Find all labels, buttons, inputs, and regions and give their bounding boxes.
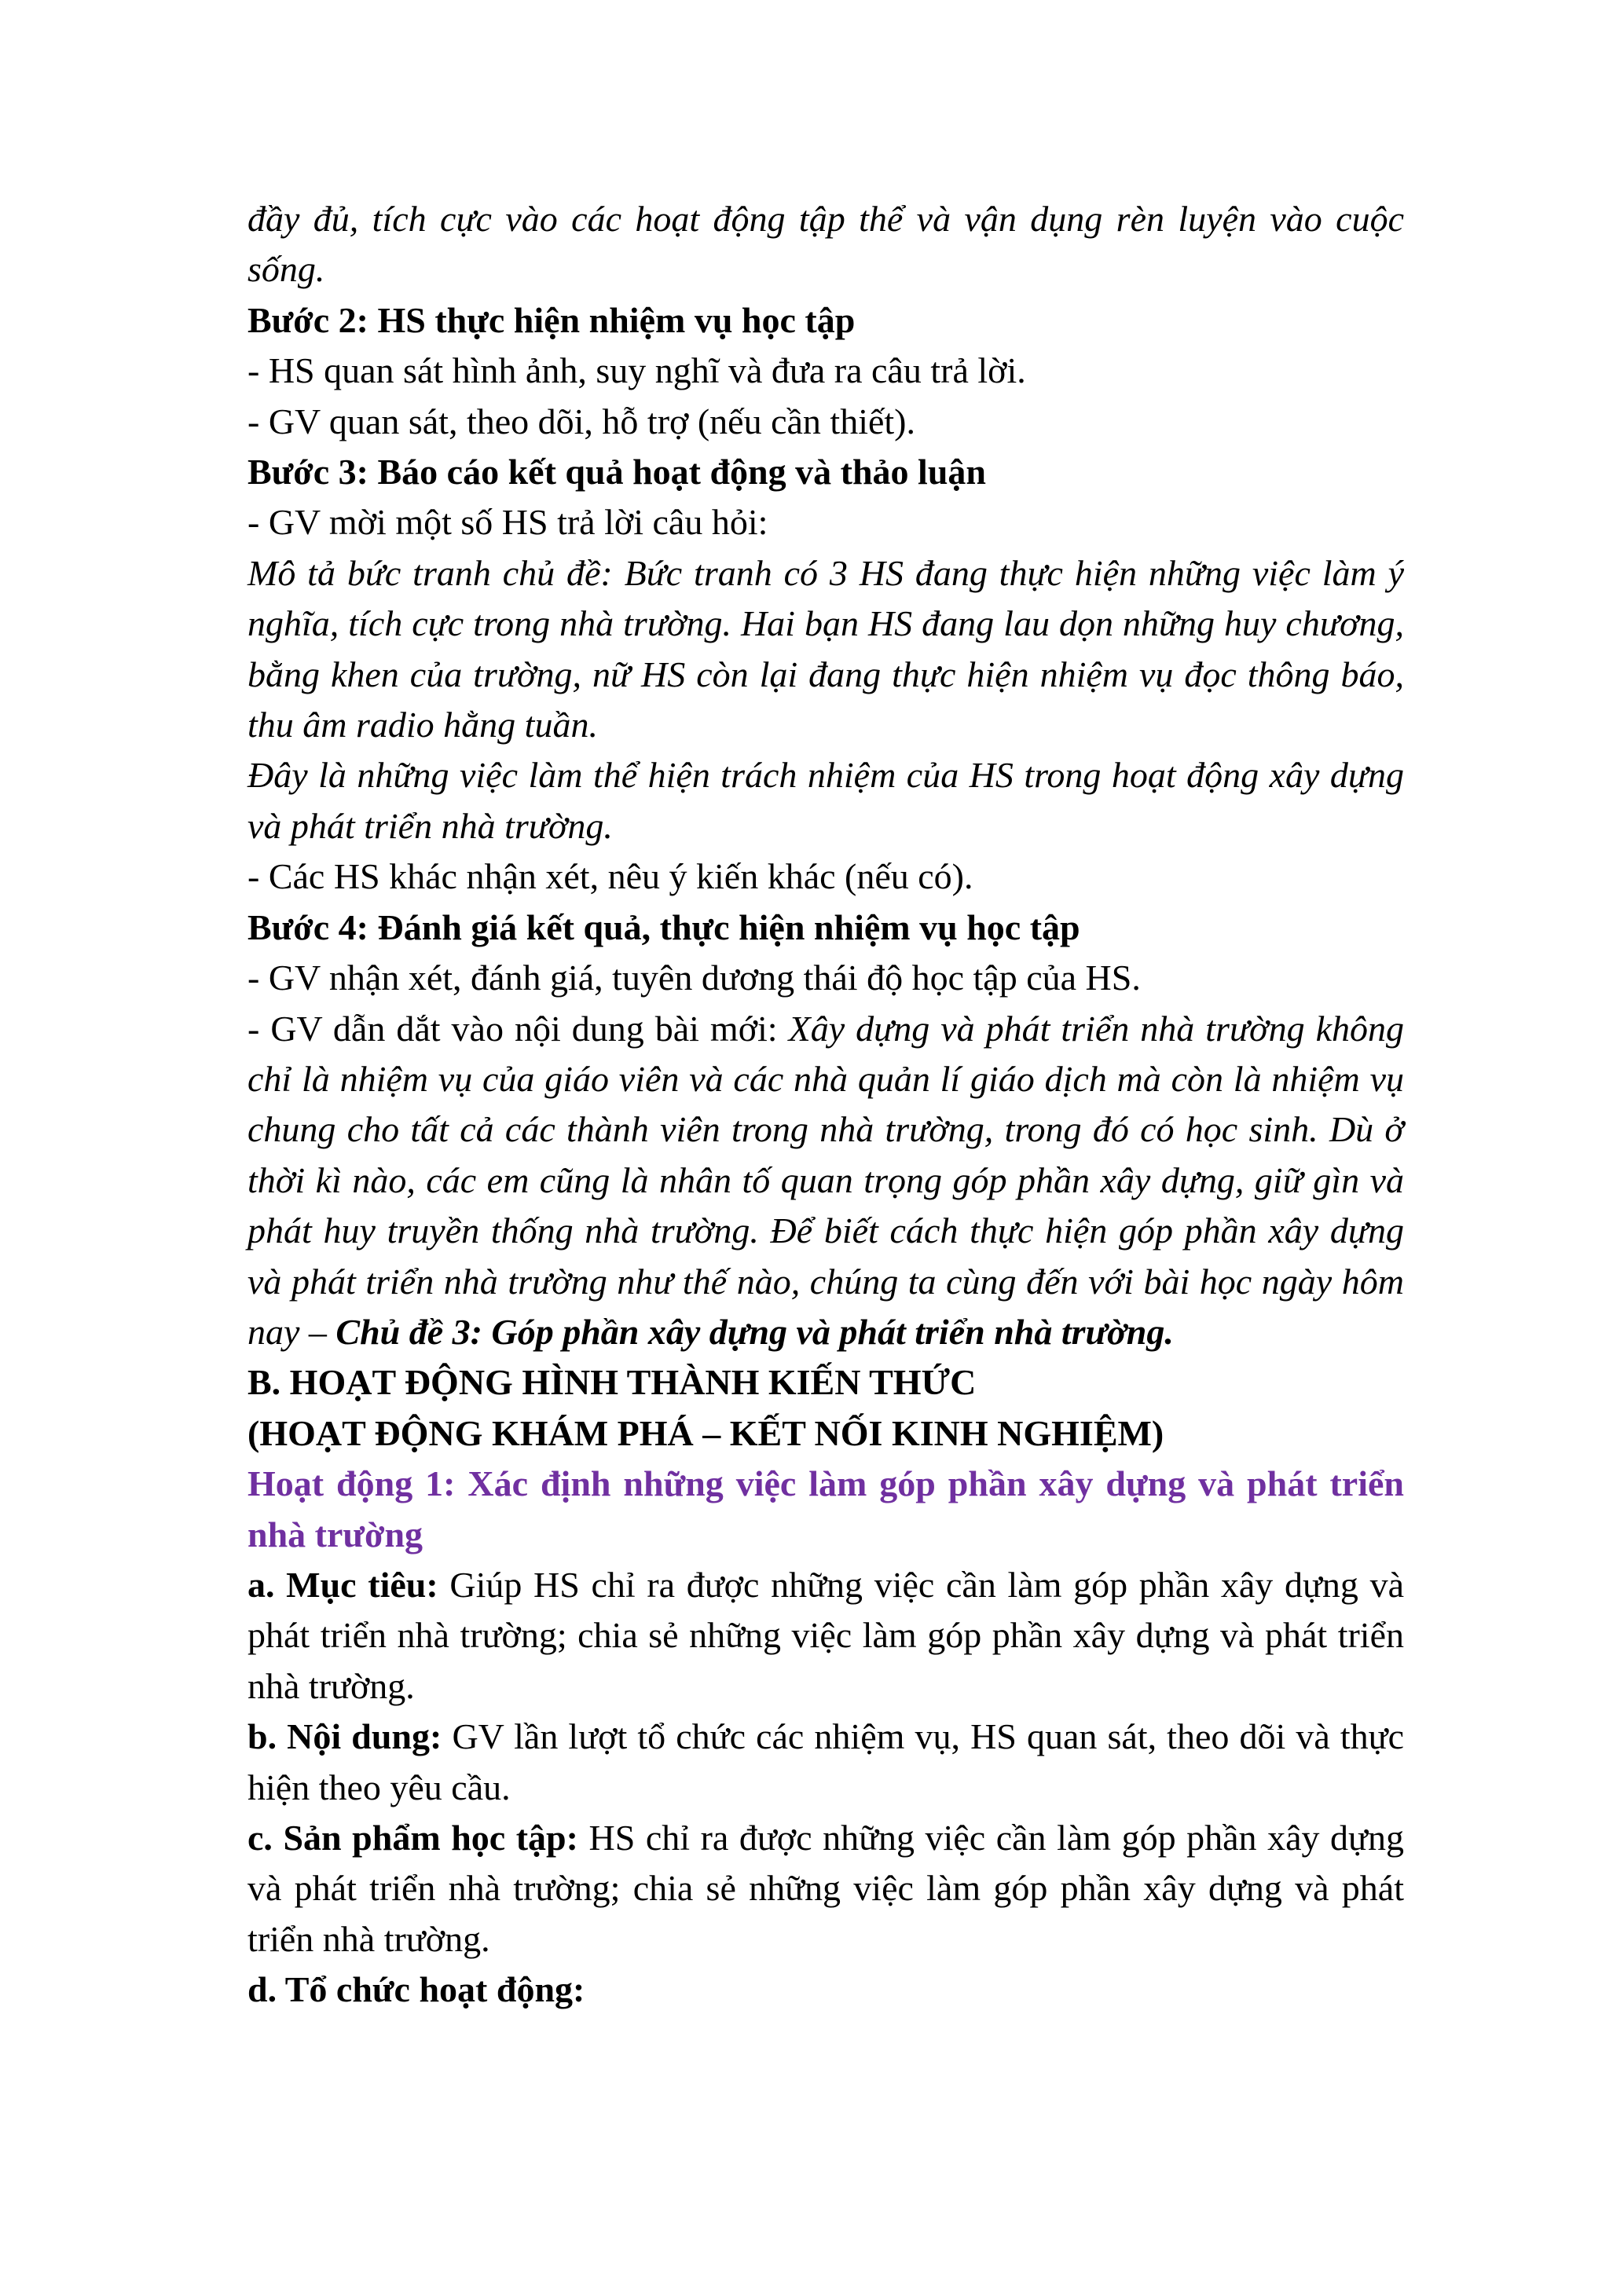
text-run: c. Sản phẩm học tập:: [247, 1818, 589, 1858]
text-run: (HOẠT ĐỘNG KHÁM PHÁ – KẾT NỐI KINH NGHIỆM): [247, 1412, 1164, 1453]
text-run: Xây dựng và phát triển nhà trường không chỉ là nhiệm vụ của giáo viên và các nhà quản lí giáo dịch mà còn là nhiệm vụ chung cho tất cả các thành viên trong nhà trường, trong đó có học sinh. Dù ở thời kì nào, các em cũng là nhân tố quan trọng góp phần xây dựng, giữ gìn và phát huy truyền thống nhà trường. Để biết cách thực hiện góp phần xây dựng và phát triển nhà trường như thế nào, chúng ta cùng đến với bài học ngày hôm nay –: [247, 1008, 1404, 1352]
text-run: b. Nội dung:: [247, 1716, 453, 1757]
text-run: - Các HS khác nhận xét, nêu ý kiến khác (nếu có).: [247, 856, 973, 897]
activity1-objective: [247, 1560, 1404, 1712]
section-b-heading: [247, 1357, 1404, 1408]
text-run: Bước 2: HS thực hiện nhiệm vụ học tập: [247, 299, 856, 340]
step3-heading: [247, 447, 1404, 497]
text-run: - GV mời một số HS trả lời câu hỏi:: [247, 502, 768, 543]
text-run: a. Mục tiêu:: [247, 1564, 450, 1605]
text-run: Hoạt động 1: Xác định những việc làm góp phần xây dựng và phát triển nhà trường: [247, 1463, 1404, 1554]
text-run: - GV nhận xét, đánh giá, tuyên dương thái độ học tập của HS.: [247, 958, 1141, 998]
step4-heading: [247, 903, 1404, 953]
section-b-subheading: [247, 1408, 1404, 1459]
text-run: - GV dẫn dắt vào nội dung bài mới:: [247, 1008, 789, 1049]
step4-item-2-lead-in: [247, 1004, 1404, 1358]
text-run: đầy đủ, tích cực vào các hoạt động tập thể và vận dụng rèn luyện vào cuộc sống.: [247, 199, 1404, 290]
text-run: - GV quan sát, theo dõi, hỗ trợ (nếu cần thiết).: [247, 401, 915, 441]
picture-description: [247, 548, 1404, 751]
document-body-text: [247, 194, 1404, 2016]
step3-item-1: [247, 497, 1404, 547]
step4-item-1: [247, 953, 1404, 1003]
text-run: Bước 3: Báo cáo kết quả hoạt động và thảo luận: [247, 452, 986, 493]
text-run: Bước 4: Đánh giá kết quả, thực hiện nhiệm vụ học tập: [247, 906, 1080, 947]
step2-item-1: [247, 346, 1404, 396]
text-run: d. Tổ chức hoạt động:: [247, 1969, 585, 2010]
text-run: Mô tả bức tranh chủ đề: Bức tranh có 3 HS đang thực hiện những việc làm ý nghĩa, tích cực trong nhà trường. Hai bạn HS đang lau dọn những huy chương, bằng khen của trường, nữ HS còn lại đang thực hiện nhiệm vụ đọc thông báo, thu âm radio hằng tuần.: [247, 552, 1404, 745]
picture-conclusion: [247, 750, 1404, 851]
step2-heading: [247, 295, 1404, 346]
text-run: GV lần lượt tổ chức các nhiệm vụ, HS quan sát, theo dõi và thực hiện theo yêu cầu.: [247, 1716, 1404, 1807]
step2-item-2: [247, 397, 1404, 447]
activity1-heading: [247, 1459, 1404, 1560]
text-run: Giúp HS chỉ ra được những việc cần làm góp phần xây dựng và phát triển nhà trường; chia sẻ những việc làm góp phần xây dựng và phát triển nhà trường.: [247, 1564, 1404, 1706]
text-run: Đây là những việc làm thể hiện trách nhiệm của HS trong hoạt động xây dựng và phát triển nhà trường.: [247, 755, 1404, 846]
text-run: B. HOẠT ĐỘNG HÌNH THÀNH KIẾN THỨC: [247, 1362, 977, 1403]
text-run: Chủ đề 3: Góp phần xây dựng và phát triển nhà trường.: [335, 1311, 1174, 1352]
activity1-content: [247, 1712, 1404, 1813]
text-run: HS chỉ ra được những việc cần làm góp phần xây dựng và phát triển nhà trường; chia sẻ những việc làm góp phần xây dựng và phát triển nhà trường.: [247, 1818, 1404, 1959]
carryover-paragraph: [247, 194, 1404, 295]
activity1-organization: [247, 1965, 1404, 2015]
text-run: - HS quan sát hình ảnh, suy nghĩ và đưa ra câu trả lời.: [247, 350, 1026, 391]
activity1-product: [247, 1813, 1404, 1965]
step3-item-2: [247, 851, 1404, 902]
